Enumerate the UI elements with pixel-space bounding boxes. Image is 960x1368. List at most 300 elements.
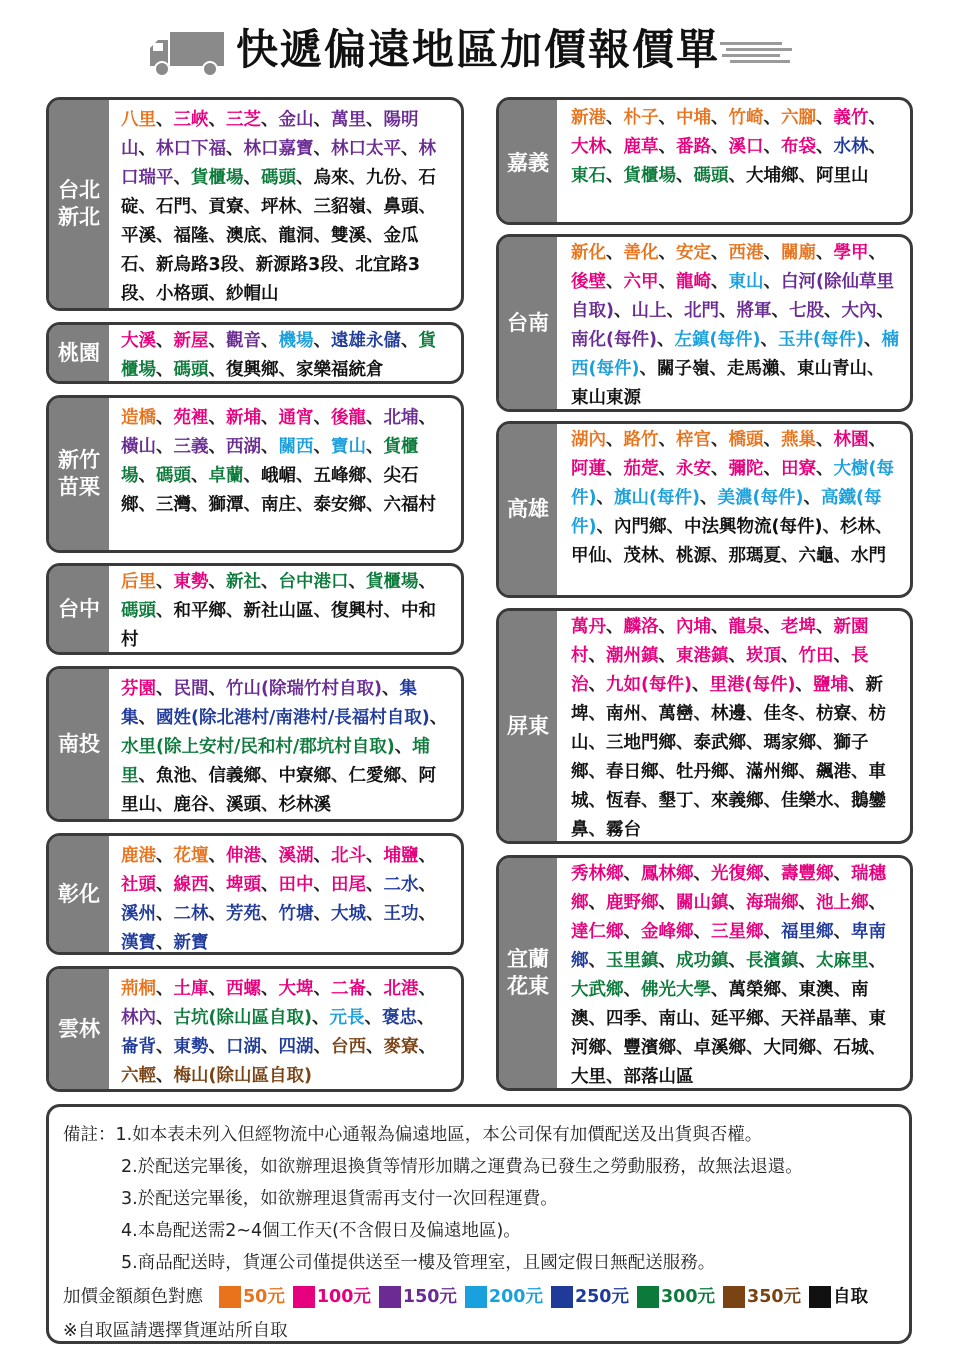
separator: 、 — [851, 762, 869, 782]
location-item: 東勢 — [173, 1037, 209, 1057]
separator: 、 — [658, 617, 676, 637]
header — [0, 22, 960, 84]
location-item: 大林 — [571, 137, 606, 157]
speed-lines-icon — [720, 40, 794, 66]
region-label: 彰化 — [49, 836, 109, 952]
separator: 、 — [658, 243, 676, 263]
separator: 、 — [191, 766, 209, 786]
separator: 、 — [606, 1038, 624, 1058]
separator: 、 — [781, 646, 799, 666]
separator: 、 — [208, 110, 226, 130]
separator: 、 — [711, 546, 729, 566]
separator: 、 — [208, 360, 226, 380]
location-item: 峨嵋 — [261, 466, 296, 486]
separator: 、 — [401, 331, 419, 351]
location-item: 魚池 — [156, 766, 191, 786]
location-item: 瑪家鄉 — [763, 733, 816, 753]
separator: 、 — [641, 791, 659, 811]
separator: 、 — [418, 1037, 436, 1057]
location-item: 來義鄉 — [711, 791, 764, 811]
separator: 、 — [588, 820, 606, 840]
legend-item — [801, 1283, 868, 1308]
separator: 、 — [666, 517, 684, 537]
location-item: 潮州鎮 — [606, 646, 659, 666]
separator: 、 — [418, 846, 436, 866]
location-item: 大埤 — [278, 979, 314, 999]
location-item: 秀林鄉 — [571, 864, 624, 884]
separator: 、 — [156, 795, 174, 815]
separator: 、 — [138, 495, 156, 515]
location-item: 鵝鑾鼻 — [571, 791, 886, 840]
separator: 、 — [261, 110, 279, 130]
color-swatch — [637, 1286, 659, 1308]
location-item: 漢寶 — [121, 933, 156, 953]
region-changhua — [46, 833, 464, 955]
location-item: 東勢 — [173, 572, 209, 592]
location-item: 石門 — [156, 197, 191, 217]
location-item: 崁頂 — [746, 646, 781, 666]
location-item: 山上 — [631, 301, 667, 321]
location-item: 貨櫃場 — [191, 168, 244, 188]
location-item: 信義鄉 — [208, 766, 261, 786]
location-item: 杉林 — [840, 517, 875, 537]
separator: 、 — [588, 704, 606, 724]
location-item: 貨櫃場 — [121, 331, 436, 380]
separator: 、 — [868, 1038, 886, 1058]
location-item: 澳底 — [226, 226, 261, 246]
legend-text: 200元 — [488, 1287, 543, 1307]
separator: 、 — [366, 495, 384, 515]
separator: 、 — [763, 108, 781, 128]
location-item: 竹山(除瑞竹村自取) — [226, 679, 382, 699]
separator: 、 — [864, 330, 882, 350]
region-items — [121, 404, 451, 520]
separator: 、 — [156, 846, 174, 866]
separator: 、 — [418, 197, 436, 217]
location-item: 橋頭 — [728, 430, 764, 450]
location-item: 中埔 — [676, 108, 711, 128]
location-item: 六甲 — [623, 272, 659, 292]
separator: 、 — [711, 617, 729, 637]
separator: 、 — [156, 360, 174, 380]
location-item: 四季 — [606, 1009, 641, 1029]
separator: 、 — [606, 617, 624, 637]
separator: 、 — [313, 1037, 331, 1057]
location-item: 大埔鄉 — [746, 166, 799, 186]
separator: 、 — [606, 166, 624, 186]
separator: 、 — [606, 108, 624, 128]
separator: 、 — [366, 437, 384, 457]
location-item: 善化 — [623, 243, 659, 263]
location-item: 霧台 — [606, 820, 641, 840]
location-item: 尖石鄉 — [121, 466, 419, 515]
separator: 、 — [676, 1038, 694, 1058]
separator: 、 — [657, 330, 675, 350]
location-item: 恆春 — [606, 791, 641, 811]
separator: 、 — [781, 980, 799, 1000]
color-swatch — [465, 1286, 487, 1308]
location-item: 后里 — [121, 572, 156, 592]
location-item: 花壇 — [173, 846, 209, 866]
separator: 、 — [833, 546, 851, 566]
location-item: 彌陀 — [728, 459, 764, 479]
location-item: 大同鄉 — [763, 1038, 816, 1058]
separator: 、 — [851, 704, 869, 724]
location-item: 石碇 — [121, 168, 436, 217]
separator: 、 — [156, 110, 174, 130]
separator: 、 — [296, 197, 314, 217]
location-item: 田中 — [278, 875, 314, 895]
location-item: 東澳 — [798, 980, 834, 1000]
legend-item — [457, 1283, 543, 1308]
location-item: 林內 — [121, 1008, 156, 1028]
location-item: 造橋 — [121, 408, 156, 428]
region-nantou — [46, 666, 464, 822]
location-item: 路竹 — [623, 430, 659, 450]
location-item: 觀音 — [226, 331, 261, 351]
location-item: 左鎮(每件) — [674, 330, 761, 350]
legend-label: 加價金額顏色對應 — [63, 1287, 203, 1307]
location-item: 南山 — [658, 1009, 694, 1029]
separator: 、 — [711, 430, 729, 450]
separator: 、 — [606, 1067, 624, 1087]
legend-item — [285, 1283, 371, 1308]
separator: 、 — [614, 301, 632, 321]
location-item: 六福村 — [383, 495, 436, 515]
location-item: 碼頭 — [173, 360, 209, 380]
separator: 、 — [588, 646, 606, 666]
separator: 、 — [763, 922, 781, 942]
location-item: 復興鄉 — [226, 360, 279, 380]
separator: 、 — [868, 430, 886, 450]
separator: 、 — [243, 495, 261, 515]
location-item: 泰武鄉 — [693, 733, 746, 753]
location-item: 三義 — [173, 437, 209, 457]
separator: 、 — [191, 495, 209, 515]
separator: 、 — [418, 572, 436, 592]
separator: 、 — [313, 226, 331, 246]
location-item: 水林 — [833, 137, 869, 157]
location-item: 三峽 — [173, 110, 209, 130]
separator: 、 — [816, 243, 834, 263]
location-item: 旗山(每件) — [614, 488, 700, 508]
location-item: 碼頭 — [121, 601, 156, 621]
separator: 、 — [763, 791, 781, 811]
location-item: 新園村 — [571, 617, 869, 666]
separator: 、 — [243, 197, 261, 217]
separator: 、 — [711, 272, 729, 292]
location-item: 南化(每件) — [571, 330, 657, 350]
location-item: 新社 — [226, 572, 261, 592]
separator: 、 — [868, 137, 886, 157]
location-item: 獅潭 — [208, 495, 244, 515]
location-item: 東山 — [728, 272, 764, 292]
legend-item — [543, 1283, 629, 1308]
region-label: 宜蘭 花東 — [499, 858, 557, 1088]
separator: 、 — [795, 675, 813, 695]
location-item: 玉井(每件) — [778, 330, 864, 350]
separator: 、 — [208, 226, 226, 246]
location-item: 埔里 — [121, 737, 430, 786]
separator: 、 — [658, 951, 676, 971]
separator: 、 — [173, 168, 191, 188]
note-line-1: 備註：1.如本表未列入但經物流中心通報為偏遠地區，本公司保有加價配送及出貨與否權。 — [63, 1125, 763, 1145]
separator: 、 — [138, 139, 156, 159]
region-items — [571, 860, 900, 1091]
separator: 、 — [313, 601, 331, 621]
location-item: 埤頭 — [226, 875, 261, 895]
separator: 、 — [261, 408, 279, 428]
location-item: 內埔 — [676, 617, 711, 637]
location-item: 土庫 — [173, 979, 209, 999]
separator: 、 — [313, 110, 331, 130]
location-item: 貨櫃場 — [121, 437, 419, 486]
location-item: 成功鎮 — [676, 951, 729, 971]
separator: 、 — [418, 408, 436, 428]
separator: 、 — [666, 301, 684, 321]
separator: 、 — [700, 488, 718, 508]
separator: 、 — [728, 951, 746, 971]
notes-prefix: 備註： — [63, 1125, 116, 1145]
location-item: 鹿港 — [121, 846, 156, 866]
separator: 、 — [798, 704, 816, 724]
location-item: 將軍 — [736, 301, 772, 321]
region-kaohsiung — [496, 421, 913, 598]
separator: 、 — [771, 301, 789, 321]
separator: 、 — [226, 139, 244, 159]
separator: 、 — [692, 675, 710, 695]
location-item: 通宵 — [278, 408, 314, 428]
separator: 、 — [606, 137, 624, 157]
location-item: 梅山(除山區自取) — [173, 1066, 312, 1086]
separator: 、 — [226, 601, 244, 621]
separator: 、 — [418, 979, 436, 999]
separator: 、 — [746, 704, 764, 724]
separator: 、 — [366, 226, 384, 246]
separator: 、 — [763, 864, 781, 884]
separator: 、 — [243, 466, 261, 486]
separator: 、 — [238, 255, 256, 275]
separator: 、 — [588, 791, 606, 811]
separator: 、 — [816, 617, 834, 637]
separator: 、 — [711, 108, 729, 128]
separator: 、 — [208, 437, 226, 457]
location-item: 溪湖 — [278, 846, 314, 866]
separator: 、 — [418, 904, 436, 924]
location-item: 碼頭 — [261, 168, 296, 188]
separator: 、 — [156, 408, 174, 428]
location-item: 三地門鄉 — [606, 733, 676, 753]
separator: 、 — [588, 762, 606, 782]
separator: 、 — [623, 864, 641, 884]
location-item: 永安 — [676, 459, 711, 479]
separator: 、 — [261, 875, 279, 895]
separator: 、 — [676, 166, 694, 186]
separator: 、 — [658, 646, 676, 666]
separator: 、 — [331, 766, 349, 786]
region-tainan — [496, 234, 913, 412]
location-item: 新烏路3段 — [156, 255, 239, 275]
location-item: 九如(每件) — [606, 675, 692, 695]
location-item: 布袋 — [781, 137, 816, 157]
separator: 、 — [296, 466, 314, 486]
separator: 、 — [816, 459, 834, 479]
region-label: 嘉義 — [499, 100, 557, 222]
location-item: 卑南鄉 — [571, 922, 886, 971]
location-item: 鹿谷 — [173, 795, 209, 815]
location-item: 王功 — [383, 904, 419, 924]
separator: 、 — [156, 601, 174, 621]
location-item: 林口瑞平 — [121, 139, 436, 188]
location-item: 西港 — [728, 243, 764, 263]
note-line-3: 3.於配送完畢後，如欲辦理退貨需再支付一次回程運費。 — [121, 1189, 558, 1209]
location-item: 天祥晶華 — [781, 1009, 851, 1029]
separator: 、 — [746, 1038, 764, 1058]
separator: 、 — [366, 466, 384, 486]
location-item: 三星鄉 — [711, 922, 764, 942]
separator: 、 — [709, 359, 727, 379]
location-item: 新港 — [571, 108, 606, 128]
location-item: 內門鄉 — [614, 517, 667, 537]
location-item: 鹽埔 — [813, 675, 848, 695]
location-item: 新屋 — [173, 331, 209, 351]
separator: 、 — [208, 795, 226, 815]
separator: 、 — [763, 1009, 781, 1029]
separator: 、 — [798, 951, 816, 971]
separator: 、 — [138, 197, 156, 217]
separator: 、 — [382, 679, 400, 699]
location-item: 大溪 — [121, 331, 156, 351]
separator: 、 — [208, 1037, 226, 1057]
region-items — [121, 675, 451, 820]
separator: 、 — [401, 766, 419, 786]
location-item: 麥寮 — [383, 1037, 419, 1057]
location-item: 安定 — [676, 243, 711, 263]
location-item: 復興村 — [331, 601, 384, 621]
note-line-5: 5.商品配送時，貨運公司僅提供送至一樓及管理室，且國定假日無配送服務。 — [121, 1253, 716, 1273]
region-label: 新竹 苗栗 — [49, 398, 109, 550]
location-item: 關山鎮 — [676, 893, 729, 913]
separator: 、 — [208, 331, 226, 351]
color-swatch — [219, 1286, 241, 1308]
separator: 、 — [261, 331, 279, 351]
separator: 、 — [711, 243, 729, 263]
location-item: 海瑞鄉 — [746, 893, 799, 913]
location-item: 茂林 — [623, 546, 659, 566]
separator: 、 — [816, 137, 834, 157]
location-item: 集集 — [121, 679, 417, 728]
separator: 、 — [658, 893, 676, 913]
location-item: 玉里鎮 — [606, 951, 659, 971]
location-item: 雙溪 — [331, 226, 366, 246]
location-item: 貢寮 — [208, 197, 244, 217]
separator: 、 — [824, 301, 842, 321]
location-item: 苑裡 — [173, 408, 209, 428]
location-item: 獅子鄉 — [571, 733, 869, 782]
separator: 、 — [693, 1009, 711, 1029]
separator: 、 — [822, 517, 840, 537]
location-item: 二林 — [173, 904, 209, 924]
location-item: 南庄 — [261, 495, 296, 515]
separator: 、 — [208, 284, 226, 304]
location-item: 褒忠 — [382, 1008, 417, 1028]
separator: 、 — [208, 408, 226, 428]
separator: 、 — [296, 168, 314, 188]
location-item: 大武鄉 — [571, 980, 624, 1000]
location-item: 太麻里 — [816, 951, 869, 971]
separator: 、 — [364, 1008, 382, 1028]
location-item: 美濃(每件) — [717, 488, 804, 508]
legend-text: 50元 — [243, 1287, 285, 1307]
region-chiayi — [496, 97, 913, 225]
location-item: 福里鄉 — [781, 922, 834, 942]
location-item: 水里(除上安村/民和村/郡坑村自取) — [121, 737, 395, 757]
location-item: 北斗 — [331, 846, 366, 866]
location-item: 田寮 — [781, 459, 816, 479]
location-item: 林口太平 — [331, 139, 401, 159]
location-item: 水門 — [851, 546, 886, 566]
location-item: 貨櫃場 — [623, 166, 676, 186]
separator: 、 — [798, 893, 816, 913]
location-item: 東石 — [571, 166, 606, 186]
separator: 、 — [658, 459, 676, 479]
separator: 、 — [401, 139, 419, 159]
region-items — [121, 106, 451, 309]
location-item: 佳樂水 — [781, 791, 834, 811]
separator: 、 — [623, 922, 641, 942]
separator: 、 — [261, 795, 279, 815]
location-item: 南澳 — [571, 980, 869, 1029]
location-item: 走馬瀨 — [727, 359, 780, 379]
region-items — [571, 613, 900, 844]
location-item: 新化 — [571, 243, 606, 263]
location-item: 龍崎 — [676, 272, 711, 292]
location-item: 那瑪夏 — [728, 546, 781, 566]
region-items — [121, 568, 451, 655]
separator: 、 — [261, 1037, 279, 1057]
location-item: 烏來 — [313, 168, 349, 188]
separator: 、 — [348, 572, 366, 592]
separator: 、 — [868, 108, 886, 128]
location-item: 埔鹽 — [383, 846, 419, 866]
separator: 、 — [711, 137, 729, 157]
location-item: 台西 — [331, 1037, 366, 1057]
legend-item — [629, 1283, 715, 1308]
region-label: 台南 — [499, 237, 557, 409]
separator: 、 — [278, 360, 296, 380]
separator: 、 — [366, 110, 384, 130]
separator: 、 — [313, 979, 331, 999]
location-item: 南州 — [606, 704, 641, 724]
location-item: 阿里山 — [121, 766, 436, 815]
location-item: 碼頭 — [156, 466, 191, 486]
separator: 、 — [156, 904, 174, 924]
separator: 、 — [588, 675, 606, 695]
region-label: 台北 新北 — [49, 100, 109, 308]
separator: 、 — [208, 875, 226, 895]
separator: 、 — [763, 430, 781, 450]
location-item: 西湖 — [226, 437, 261, 457]
location-item: 壽豐鄉 — [781, 864, 834, 884]
location-item: 家樂福統倉 — [296, 360, 384, 380]
location-item: 小格頭 — [156, 284, 209, 304]
location-item: 高鐵(每件) — [571, 488, 882, 537]
location-item: 後壁 — [571, 272, 606, 292]
location-item: 三貂嶺 — [313, 197, 366, 217]
location-item: 橫山 — [121, 437, 156, 457]
separator: 、 — [693, 704, 711, 724]
location-item: 六腳 — [781, 108, 816, 128]
